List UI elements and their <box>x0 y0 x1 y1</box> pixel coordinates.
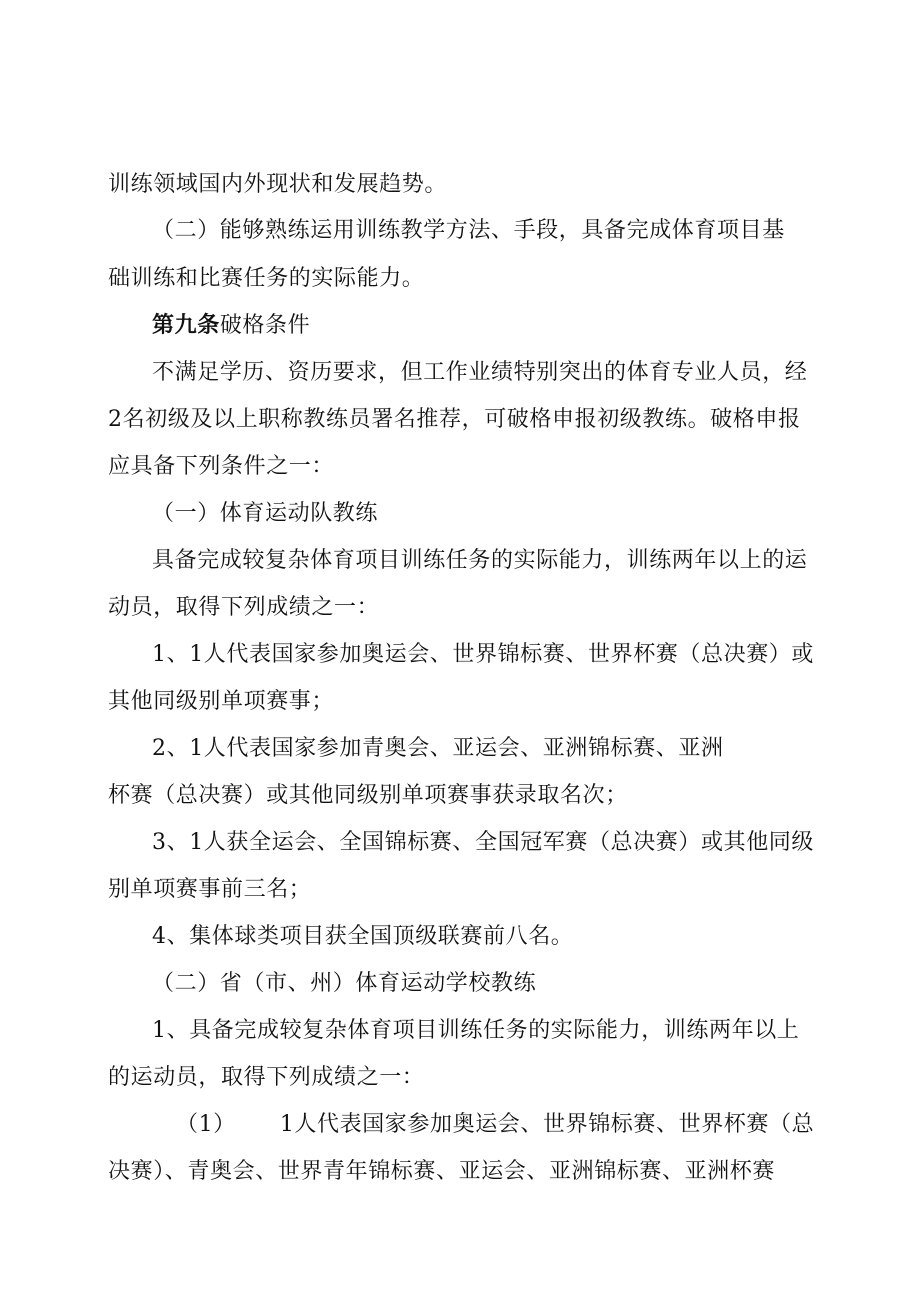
section-heading: （二）省（市、州）体育运动学校教练 <box>152 971 537 996</box>
sub-item-number: （1） <box>176 1112 236 1137</box>
list-item-line: 1、具备完成较复杂体育项目训练任务的实际能力，训练两年以上 <box>152 1018 800 1043</box>
list-item-line: 1、1人代表国家参加奥运会、世界锦标赛、世界杯赛（总决赛）或 <box>152 642 814 667</box>
list-item-line: 其他同级别单项赛事； <box>108 689 335 714</box>
list-item-line: 杯赛（总决赛）或其他同级别单项赛事获录取名次； <box>108 783 628 808</box>
paragraph-line: 训练领域国内外现状和发展趋势。 <box>108 172 448 197</box>
paragraph-line: 不满足学历、资历要求，但工作业绩特别突出的体育专业人员，经 <box>152 360 808 385</box>
article-title: 破格条件 <box>219 313 311 338</box>
paragraph-line: （二）能够熟练运用训练教学方法、手段，具备完成体育项目基 <box>152 218 785 243</box>
paragraph-line: 应具备下列条件之一： <box>108 454 335 479</box>
article-heading <box>152 311 310 341</box>
paragraph-line: 础训练和比赛任务的实际能力。 <box>108 266 425 291</box>
list-item-line: 4、集体球类项目获全国顶级联赛前八名。 <box>152 924 574 949</box>
list-item-line: 的运动员，取得下列成绩之一： <box>108 1065 425 1090</box>
sub-item-text: 1人代表国家参加奥运会、世界锦标赛、世界杯赛（总 <box>279 1112 815 1137</box>
sub-item-line: 决赛）、青奥会、世界青年锦标赛、亚运会、亚洲锦标赛、亚洲杯赛 <box>108 1159 776 1184</box>
list-item-line: 别单项赛事前三名； <box>108 877 312 902</box>
section-heading: （一）体育运动队教练 <box>152 501 379 526</box>
list-item-line: 2、1人代表国家参加青奥会、亚运会、亚洲锦标赛、亚洲 <box>152 736 724 761</box>
list-item-line: 3、1人获全运会、全国锦标赛、全国冠军赛（总决赛）或其他同级 <box>152 830 814 855</box>
paragraph-line: 具备完成较复杂体育项目训练任务的实际能力，训练两年以上的运 <box>152 548 808 573</box>
paragraph-line: 动员，取得下列成绩之一： <box>108 595 380 620</box>
paragraph-line: 2名初级及以上职称教练员署名推荐，可破格申报初级教练。破格申报 <box>108 407 801 432</box>
sub-item-line <box>176 1110 814 1140</box>
article-number: 第九条 <box>152 313 220 338</box>
